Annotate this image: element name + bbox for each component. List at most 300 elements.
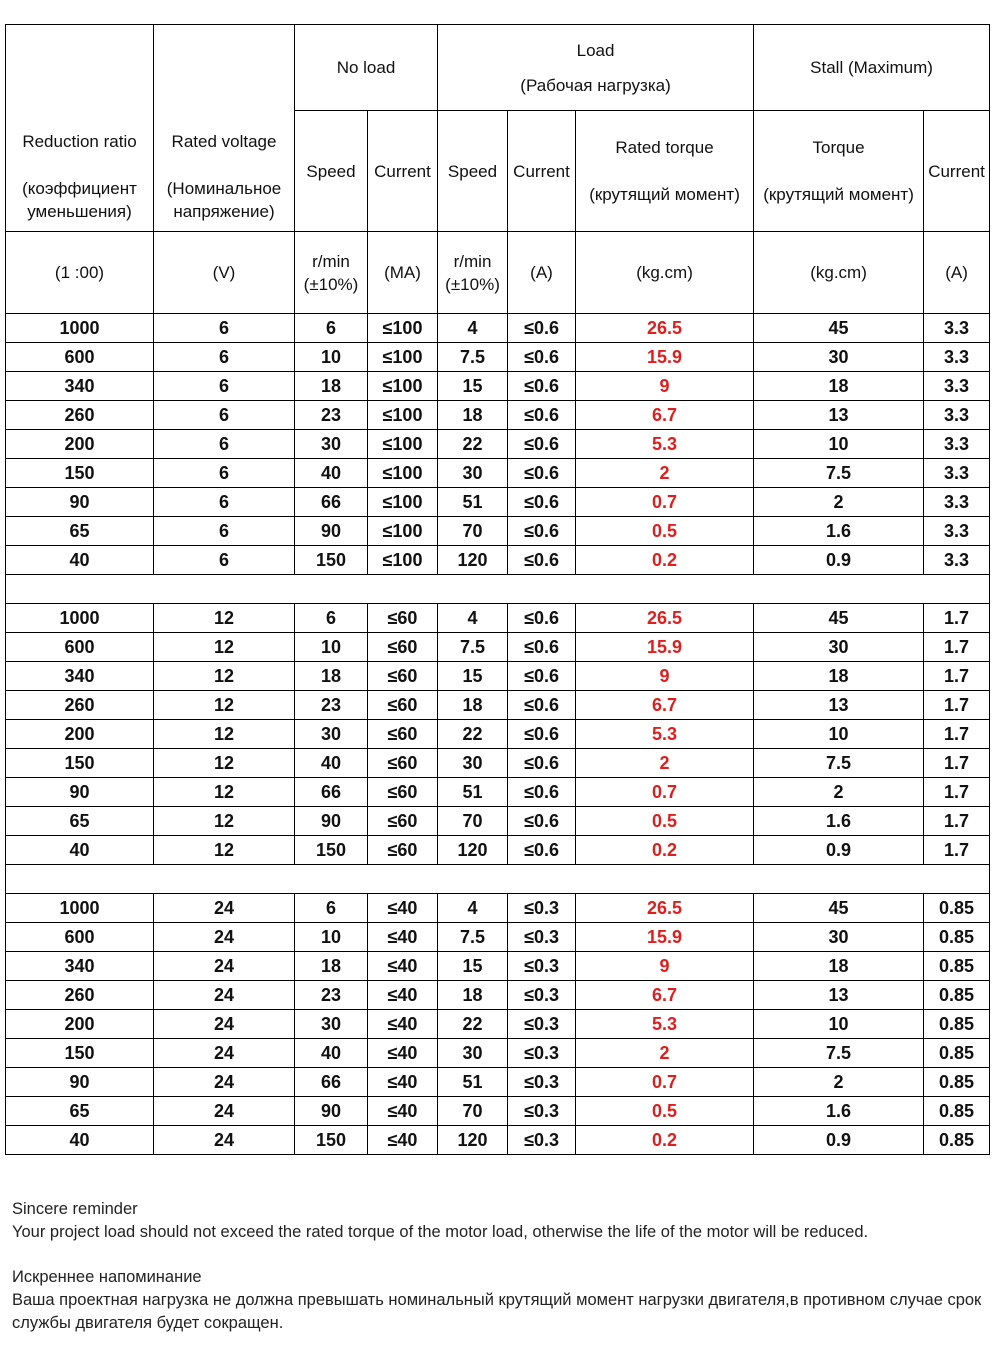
load-current-cell: ≤0.6	[508, 633, 576, 662]
voltage-cell: 24	[154, 1097, 295, 1126]
stall-current-cell: 3.3	[924, 517, 990, 546]
ratio-cell: 600	[6, 633, 154, 662]
rated-torque-cell: 5.3	[576, 430, 754, 459]
stall-torque-cell: 45	[754, 894, 924, 923]
load-speed-unit-1: r/min	[453, 251, 492, 271]
stall-current-header: Current	[924, 111, 990, 232]
rated-torque-cell: 9	[576, 952, 754, 981]
stall-header: Stall (Maximum)	[754, 25, 990, 111]
reduction-ratio-unit: (1 :00)	[6, 232, 154, 314]
stall-current-cell: 0.85	[924, 1039, 990, 1068]
table-row	[6, 952, 990, 981]
stall-current-cell: 1.7	[924, 633, 990, 662]
noload-current-cell: ≤100	[368, 343, 438, 372]
no-load-current-unit: (MA)	[368, 232, 438, 314]
table-row	[6, 517, 990, 546]
stall-torque-cell: 10	[754, 720, 924, 749]
stall-torque-cell: 0.9	[754, 836, 924, 865]
load-current-cell: ≤0.6	[508, 807, 576, 836]
stall-torque-cell: 7.5	[754, 749, 924, 778]
stall-current-cell: 1.7	[924, 691, 990, 720]
load-speed-cell: 15	[438, 662, 508, 691]
load-current-cell: ≤0.6	[508, 720, 576, 749]
ratio-cell: 340	[6, 662, 154, 691]
load-speed-cell: 7.5	[438, 923, 508, 952]
load-current-cell: ≤0.6	[508, 517, 576, 546]
rated-torque-cell: 15.9	[576, 343, 754, 372]
stall-current-cell: 3.3	[924, 459, 990, 488]
load-current-cell: ≤0.6	[508, 691, 576, 720]
noload-speed-cell: 30	[295, 1010, 368, 1039]
ratio-cell: 1000	[6, 894, 154, 923]
stall-torque-cell: 7.5	[754, 1039, 924, 1068]
load-current-cell: ≤0.3	[508, 923, 576, 952]
table-row	[6, 720, 990, 749]
noload-current-cell: ≤100	[368, 459, 438, 488]
load-speed-cell: 18	[438, 401, 508, 430]
stall-torque-cell: 1.6	[754, 807, 924, 836]
table-row	[6, 807, 990, 836]
stall-current-cell: 0.85	[924, 1097, 990, 1126]
stall-current-cell: 3.3	[924, 314, 990, 343]
reminder-en	[12, 1198, 992, 1244]
table-row	[6, 1068, 990, 1097]
reduction-ratio-title-ru-1: (коэффициент	[22, 179, 137, 198]
load-current-unit: (A)	[508, 232, 576, 314]
voltage-cell: 6	[154, 517, 295, 546]
rated-torque-cell: 9	[576, 662, 754, 691]
ratio-cell: 65	[6, 517, 154, 546]
voltage-cell: 6	[154, 372, 295, 401]
stall-torque-cell: 1.6	[754, 1097, 924, 1126]
stall-torque-cell: 10	[754, 430, 924, 459]
table-row	[6, 633, 990, 662]
rated-torque-cell: 2	[576, 1039, 754, 1068]
reminder-ru	[12, 1266, 992, 1335]
load-speed-cell: 70	[438, 1097, 508, 1126]
ratio-cell: 65	[6, 807, 154, 836]
table-row	[6, 1097, 990, 1126]
table-row	[6, 981, 990, 1010]
spacer-cell	[6, 575, 990, 604]
voltage-cell: 12	[154, 778, 295, 807]
table-row	[6, 923, 990, 952]
noload-current-cell: ≤40	[368, 1010, 438, 1039]
ratio-cell: 600	[6, 923, 154, 952]
noload-speed-cell: 10	[295, 343, 368, 372]
load-speed-cell: 51	[438, 488, 508, 517]
noload-current-cell: ≤60	[368, 807, 438, 836]
rated-torque-cell: 26.5	[576, 894, 754, 923]
stall-torque-cell: 0.9	[754, 546, 924, 575]
stall-current-cell: 1.7	[924, 836, 990, 865]
group-spacer-row	[6, 575, 990, 604]
noload-speed-cell: 10	[295, 923, 368, 952]
noload-current-cell: ≤60	[368, 778, 438, 807]
voltage-cell: 24	[154, 1126, 295, 1155]
rated-torque-cell: 15.9	[576, 633, 754, 662]
voltage-cell: 6	[154, 546, 295, 575]
rated-torque-cell: 0.7	[576, 488, 754, 517]
stall-torque-cell: 13	[754, 691, 924, 720]
stall-current-cell: 3.3	[924, 546, 990, 575]
load-speed-cell: 70	[438, 517, 508, 546]
load-speed-cell: 120	[438, 1126, 508, 1155]
noload-current-cell: ≤40	[368, 952, 438, 981]
noload-speed-cell: 150	[295, 836, 368, 865]
noload-current-cell: ≤60	[368, 662, 438, 691]
ratio-cell: 90	[6, 488, 154, 517]
stall-torque-cell: 13	[754, 401, 924, 430]
rated-torque-cell: 0.7	[576, 1068, 754, 1097]
rated-torque-cell: 5.3	[576, 720, 754, 749]
rated-voltage-title-ru-2: напряжение)	[173, 202, 275, 221]
noload-current-cell: ≤40	[368, 981, 438, 1010]
load-current-cell: ≤0.6	[508, 459, 576, 488]
rated-torque-cell: 0.2	[576, 836, 754, 865]
load-speed-cell: 120	[438, 836, 508, 865]
ratio-cell: 340	[6, 952, 154, 981]
stall-current-cell: 3.3	[924, 401, 990, 430]
rated-voltage-title: Rated voltage	[171, 132, 277, 151]
noload-current-cell: ≤40	[368, 923, 438, 952]
rated-voltage-title-ru-1: (Номинальное	[166, 179, 282, 198]
ratio-cell: 260	[6, 981, 154, 1010]
stall-torque-cell: 30	[754, 633, 924, 662]
voltage-cell: 6	[154, 343, 295, 372]
stall-torque-cell: 0.9	[754, 1126, 924, 1155]
ratio-cell: 65	[6, 1097, 154, 1126]
noload-speed-cell: 150	[295, 546, 368, 575]
rated-torque-cell: 26.5	[576, 604, 754, 633]
voltage-cell: 6	[154, 314, 295, 343]
ratio-cell: 150	[6, 749, 154, 778]
load-speed-cell: 4	[438, 604, 508, 633]
noload-current-cell: ≤100	[368, 314, 438, 343]
voltage-cell: 12	[154, 720, 295, 749]
load-speed-cell: 120	[438, 546, 508, 575]
no-load-speed-unit-2: (±10%)	[303, 274, 359, 294]
noload-speed-cell: 90	[295, 807, 368, 836]
noload-current-cell: ≤40	[368, 1097, 438, 1126]
load-speed-cell: 18	[438, 691, 508, 720]
stall-current-cell: 0.85	[924, 923, 990, 952]
stall-torque-cell: 45	[754, 314, 924, 343]
noload-speed-cell: 18	[295, 662, 368, 691]
voltage-cell: 24	[154, 981, 295, 1010]
load-speed-cell: 15	[438, 952, 508, 981]
stall-current-cell: 3.3	[924, 343, 990, 372]
load-current-cell: ≤0.6	[508, 604, 576, 633]
ratio-cell: 200	[6, 430, 154, 459]
reminder-body-en: Your project load should not exceed the rated torque of the motor load, otherwise the life of the motor will be reduced.	[12, 1223, 869, 1241]
load-current-cell: ≤0.3	[508, 894, 576, 923]
noload-speed-cell: 66	[295, 1068, 368, 1097]
load-speed-cell: 15	[438, 372, 508, 401]
voltage-cell: 12	[154, 662, 295, 691]
load-current-cell: ≤0.6	[508, 778, 576, 807]
rated-torque-unit: (kg.cm)	[576, 232, 754, 314]
load-current-cell: ≤0.6	[508, 430, 576, 459]
no-load-speed-header: Speed	[295, 111, 368, 232]
stall-torque-unit: (kg.cm)	[754, 232, 924, 314]
noload-speed-cell: 23	[295, 401, 368, 430]
noload-speed-cell: 66	[295, 778, 368, 807]
stall-current-cell: 1.7	[924, 807, 990, 836]
load-current-header: Current	[508, 111, 576, 232]
rated-torque-cell: 6.7	[576, 401, 754, 430]
stall-current-unit: (A)	[924, 232, 990, 314]
ratio-cell: 90	[6, 778, 154, 807]
table-row	[6, 430, 990, 459]
load-current-cell: ≤0.6	[508, 372, 576, 401]
stall-current-cell: 0.85	[924, 952, 990, 981]
noload-current-cell: ≤40	[368, 1039, 438, 1068]
noload-speed-cell: 10	[295, 633, 368, 662]
noload-speed-cell: 40	[295, 459, 368, 488]
load-speed-cell: 30	[438, 459, 508, 488]
motor-spec-table	[5, 24, 990, 1155]
noload-current-cell: ≤60	[368, 691, 438, 720]
load-speed-cell: 70	[438, 807, 508, 836]
rated-torque-cell: 26.5	[576, 314, 754, 343]
stall-torque-header	[754, 111, 924, 232]
stall-current-cell: 0.85	[924, 894, 990, 923]
load-speed-cell: 18	[438, 981, 508, 1010]
load-speed-unit-2: (±10%)	[445, 274, 500, 294]
load-title-ru: (Рабочая нагрузка)	[520, 75, 671, 95]
stall-torque-title-ru: (крутящий момент)	[763, 185, 914, 204]
no-load-speed-unit	[295, 232, 368, 314]
spacer-cell	[6, 865, 990, 894]
load-current-cell: ≤0.3	[508, 1039, 576, 1068]
voltage-cell: 12	[154, 807, 295, 836]
ratio-cell: 260	[6, 691, 154, 720]
noload-current-cell: ≤40	[368, 894, 438, 923]
table-row	[6, 778, 990, 807]
stall-torque-cell: 7.5	[754, 459, 924, 488]
rated-torque-header	[576, 111, 754, 232]
stall-torque-cell: 30	[754, 923, 924, 952]
reminder-title-en: Sincere reminder	[12, 1200, 138, 1218]
rated-torque-cell: 2	[576, 749, 754, 778]
rated-torque-cell: 0.5	[576, 807, 754, 836]
ratio-cell: 150	[6, 1039, 154, 1068]
load-current-cell: ≤0.3	[508, 1010, 576, 1039]
load-speed-cell: 22	[438, 1010, 508, 1039]
reminder-body-ru: Ваша проектная нагрузка не должна превышать номинальный крутящий момент нагрузки двигателя,в противном случае срок службы двигателя будет сокращен.	[12, 1291, 982, 1332]
table-row	[6, 1010, 990, 1039]
load-current-cell: ≤0.6	[508, 662, 576, 691]
table-row	[6, 894, 990, 923]
ratio-cell: 40	[6, 546, 154, 575]
no-load-header: No load	[295, 25, 438, 111]
noload-speed-cell: 150	[295, 1126, 368, 1155]
noload-current-cell: ≤60	[368, 720, 438, 749]
table-row	[6, 691, 990, 720]
load-speed-cell: 4	[438, 314, 508, 343]
stall-current-cell: 1.7	[924, 720, 990, 749]
load-current-cell: ≤0.3	[508, 981, 576, 1010]
stall-current-cell: 3.3	[924, 372, 990, 401]
load-speed-header: Speed	[438, 111, 508, 232]
rated-torque-cell: 5.3	[576, 1010, 754, 1039]
load-speed-cell: 30	[438, 749, 508, 778]
table-row	[6, 604, 990, 633]
ratio-cell: 40	[6, 1126, 154, 1155]
voltage-cell: 24	[154, 1039, 295, 1068]
load-current-cell: ≤0.3	[508, 1097, 576, 1126]
ratio-cell: 40	[6, 836, 154, 865]
stall-torque-cell: 18	[754, 662, 924, 691]
no-load-speed-unit-1: r/min	[312, 251, 350, 271]
rated-torque-cell: 0.7	[576, 778, 754, 807]
stall-torque-cell: 2	[754, 488, 924, 517]
stall-torque-cell: 18	[754, 952, 924, 981]
voltage-cell: 12	[154, 633, 295, 662]
noload-current-cell: ≤60	[368, 604, 438, 633]
load-speed-cell: 22	[438, 720, 508, 749]
rated-torque-cell: 0.2	[576, 546, 754, 575]
stall-current-cell: 1.7	[924, 604, 990, 633]
noload-speed-cell: 40	[295, 749, 368, 778]
ratio-cell: 150	[6, 459, 154, 488]
reminder-notes	[12, 1198, 992, 1357]
rated-torque-title: Rated torque	[615, 138, 714, 157]
ratio-cell: 600	[6, 343, 154, 372]
noload-speed-cell: 6	[295, 894, 368, 923]
load-current-cell: ≤0.6	[508, 314, 576, 343]
ratio-cell: 90	[6, 1068, 154, 1097]
load-speed-cell: 7.5	[438, 343, 508, 372]
ratio-cell: 200	[6, 1010, 154, 1039]
voltage-cell: 24	[154, 1068, 295, 1097]
noload-speed-cell: 6	[295, 604, 368, 633]
noload-speed-cell: 23	[295, 691, 368, 720]
stall-torque-cell: 10	[754, 1010, 924, 1039]
reminder-title-ru: Искреннее напоминание	[12, 1268, 202, 1286]
noload-current-cell: ≤60	[368, 633, 438, 662]
table-row	[6, 401, 990, 430]
noload-current-cell: ≤100	[368, 430, 438, 459]
stall-torque-cell: 2	[754, 1068, 924, 1097]
table-row	[6, 749, 990, 778]
load-current-cell: ≤0.6	[508, 401, 576, 430]
noload-speed-cell: 6	[295, 314, 368, 343]
load-current-cell: ≤0.6	[508, 749, 576, 778]
stall-current-cell: 0.85	[924, 1068, 990, 1097]
noload-current-cell: ≤100	[368, 401, 438, 430]
reduction-ratio-header	[6, 25, 154, 232]
stall-current-cell: 0.85	[924, 1010, 990, 1039]
voltage-cell: 6	[154, 430, 295, 459]
noload-speed-cell: 23	[295, 981, 368, 1010]
rated-voltage-header	[154, 25, 295, 232]
table-row	[6, 546, 990, 575]
rated-torque-title-ru: (крутящий момент)	[589, 185, 740, 204]
stall-torque-cell: 30	[754, 343, 924, 372]
table-row	[6, 1126, 990, 1155]
voltage-cell: 24	[154, 1010, 295, 1039]
noload-current-cell: ≤60	[368, 749, 438, 778]
load-speed-cell: 51	[438, 1068, 508, 1097]
noload-speed-cell: 90	[295, 517, 368, 546]
load-current-cell: ≤0.6	[508, 836, 576, 865]
noload-speed-cell: 30	[295, 720, 368, 749]
rated-torque-cell: 2	[576, 459, 754, 488]
ratio-cell: 340	[6, 372, 154, 401]
noload-current-cell: ≤100	[368, 488, 438, 517]
ratio-cell: 260	[6, 401, 154, 430]
group-spacer-row	[6, 865, 990, 894]
ratio-cell: 200	[6, 720, 154, 749]
reduction-ratio-title: Reduction ratio	[22, 132, 137, 151]
table-row	[6, 836, 990, 865]
table-row	[6, 459, 990, 488]
stall-current-cell: 1.7	[924, 749, 990, 778]
rated-torque-cell: 6.7	[576, 981, 754, 1010]
rated-torque-cell: 0.5	[576, 517, 754, 546]
noload-current-cell: ≤100	[368, 546, 438, 575]
load-current-cell: ≤0.6	[508, 546, 576, 575]
voltage-cell: 12	[154, 836, 295, 865]
load-speed-cell: 7.5	[438, 633, 508, 662]
table-row	[6, 314, 990, 343]
rated-torque-cell: 6.7	[576, 691, 754, 720]
stall-current-cell: 3.3	[924, 488, 990, 517]
voltage-cell: 24	[154, 952, 295, 981]
noload-current-cell: ≤60	[368, 836, 438, 865]
load-speed-cell: 51	[438, 778, 508, 807]
voltage-cell: 12	[154, 604, 295, 633]
ratio-cell: 1000	[6, 314, 154, 343]
reduction-ratio-title-ru-2: уменьшения)	[27, 202, 132, 221]
rated-torque-cell: 15.9	[576, 923, 754, 952]
stall-torque-cell: 18	[754, 372, 924, 401]
load-header	[438, 25, 754, 111]
noload-current-cell: ≤100	[368, 372, 438, 401]
noload-speed-cell: 66	[295, 488, 368, 517]
voltage-cell: 24	[154, 894, 295, 923]
noload-current-cell: ≤40	[368, 1068, 438, 1097]
stall-torque-title: Torque	[812, 138, 865, 157]
noload-current-cell: ≤100	[368, 517, 438, 546]
rated-voltage-unit: (V)	[154, 232, 295, 314]
load-current-cell: ≤0.6	[508, 488, 576, 517]
load-current-cell: ≤0.3	[508, 1126, 576, 1155]
load-current-cell: ≤0.6	[508, 343, 576, 372]
voltage-cell: 12	[154, 691, 295, 720]
noload-current-cell: ≤40	[368, 1126, 438, 1155]
noload-speed-cell: 40	[295, 1039, 368, 1068]
table-row	[6, 662, 990, 691]
load-speed-unit	[438, 232, 508, 314]
stall-torque-cell: 45	[754, 604, 924, 633]
load-speed-cell: 22	[438, 430, 508, 459]
stall-current-cell: 1.7	[924, 778, 990, 807]
load-current-cell: ≤0.3	[508, 1068, 576, 1097]
rated-torque-cell: 0.5	[576, 1097, 754, 1126]
stall-torque-cell: 13	[754, 981, 924, 1010]
load-speed-cell: 30	[438, 1039, 508, 1068]
load-title: Load	[576, 40, 615, 60]
noload-speed-cell: 30	[295, 430, 368, 459]
voltage-cell: 6	[154, 488, 295, 517]
table-row	[6, 343, 990, 372]
stall-torque-cell: 2	[754, 778, 924, 807]
ratio-cell: 1000	[6, 604, 154, 633]
voltage-cell: 6	[154, 459, 295, 488]
